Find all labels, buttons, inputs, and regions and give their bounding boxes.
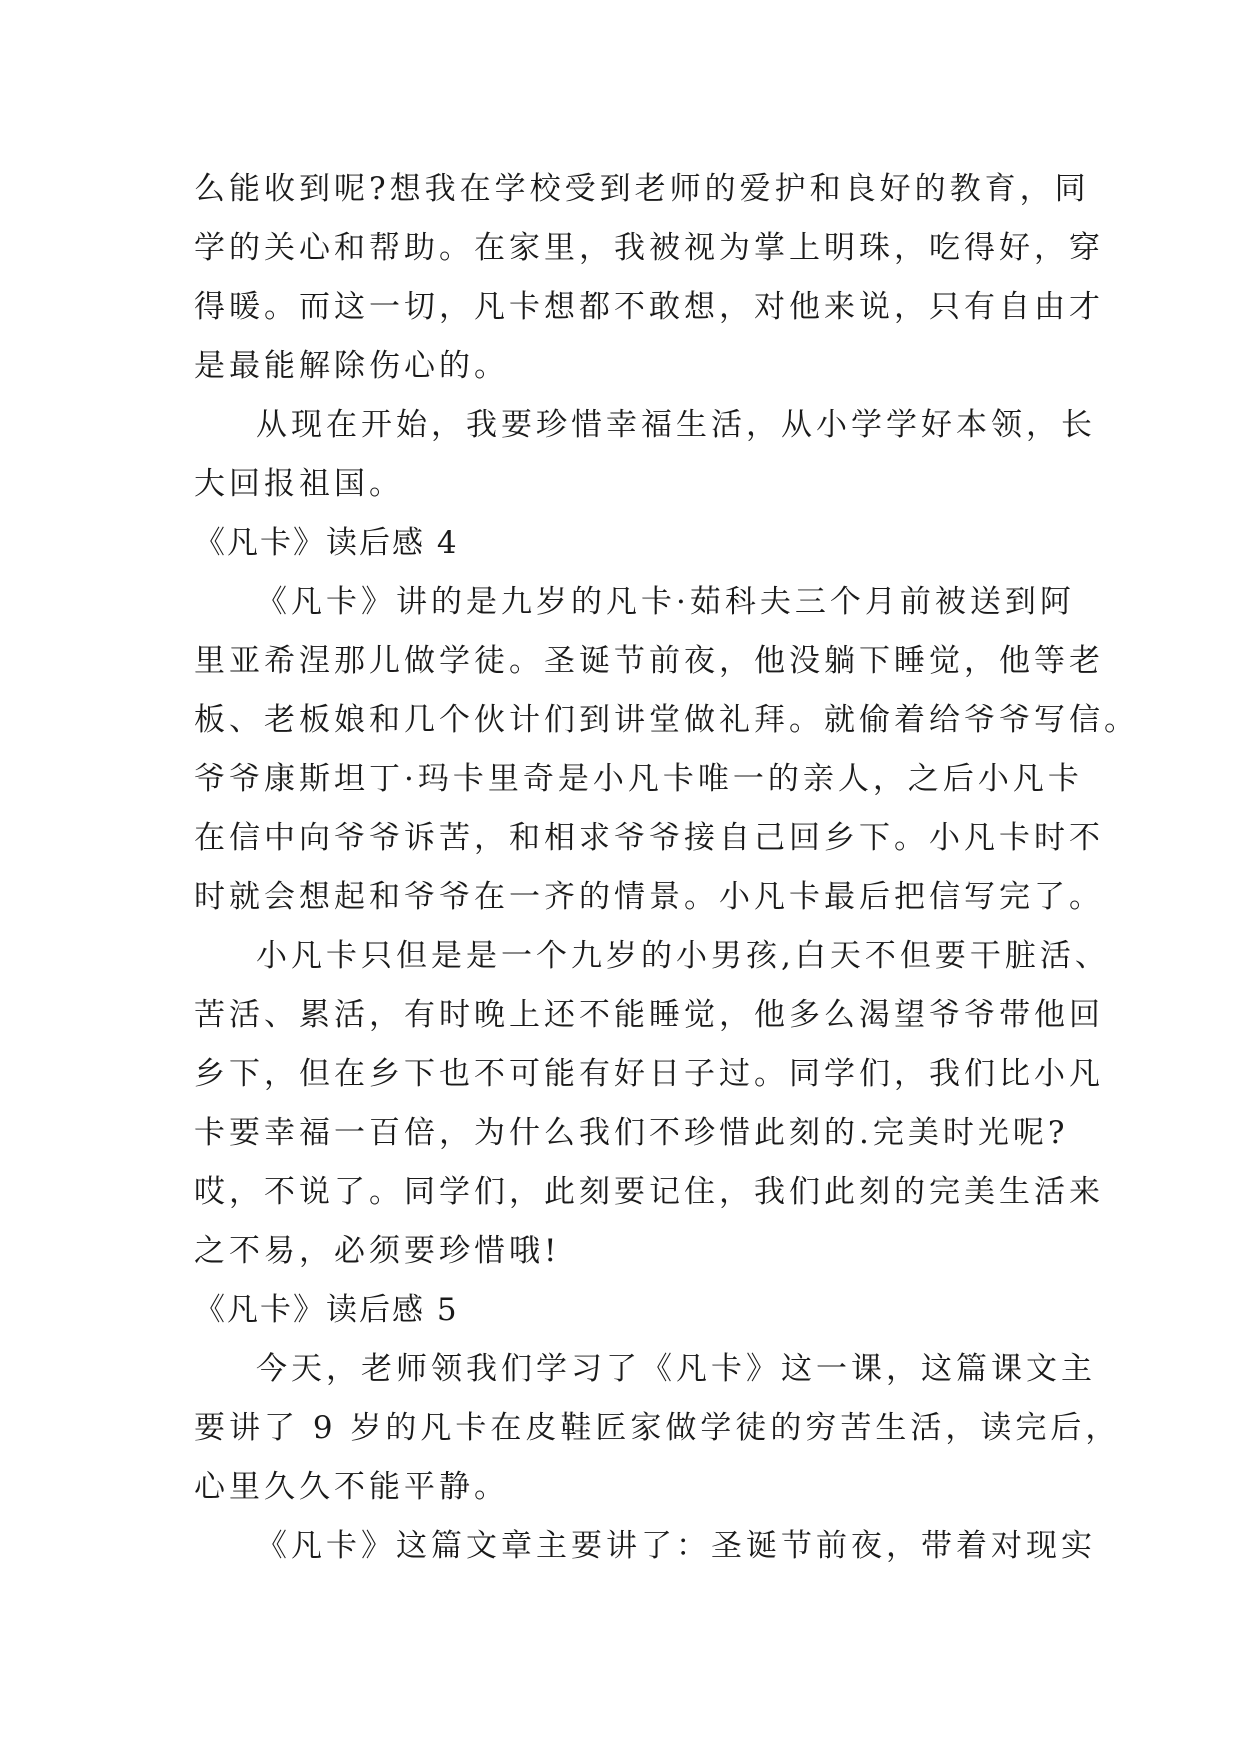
- text-line: 在信中向爷爷诉苦，和相求爷爷接自己回乡下。小凡卡时不: [194, 820, 1104, 856]
- text-line: 《凡卡》这篇文章主要讲了：圣诞节前夜，带着对现实: [256, 1528, 1096, 1564]
- text-line: 小凡卡只但是是一个九岁的小男孩,白天不但要干脏活、: [256, 938, 1110, 974]
- text-line: 要讲了 9 岁的凡卡在皮鞋匠家做学徒的穷苦生活，读完后，: [194, 1410, 1121, 1446]
- text-line: 乡下，但在乡下也不可能有好日子过。同学们，我们比小凡: [194, 1056, 1104, 1092]
- text-line: 学的关心和帮助。在家里，我被视为掌上明珠，吃得好，穿: [194, 230, 1104, 266]
- text-line: 从现在开始，我要珍惜幸福生活，从小学学好本领，长: [256, 407, 1096, 443]
- text-line: 是最能解除伤心的。: [194, 348, 509, 384]
- text-line: 卡要幸福一百倍，为什么我们不珍惜此刻的.完美时光呢?: [194, 1115, 1069, 1151]
- section-heading: 《凡卡》读后感 5: [194, 1292, 459, 1328]
- text-line: 板、老板娘和几个伙计们到讲堂做礼拜。就偷着给爷爷写信。: [194, 702, 1139, 738]
- text-line: 得暖。而这一切，凡卡想都不敢想，对他来说，只有自由才: [194, 289, 1104, 325]
- text-line: 大回报祖国。: [194, 466, 404, 502]
- text-line: 哎，不说了。同学们，此刻要记住，我们此刻的完美生活来: [194, 1174, 1104, 1210]
- text-line: 时就会想起和爷爷在一齐的情景。小凡卡最后把信写完了。: [194, 879, 1104, 915]
- text-line: 今天，老师领我们学习了《凡卡》这一课，这篇课文主: [256, 1351, 1096, 1387]
- text-line: 爷爷康斯坦丁·玛卡里奇是小凡卡唯一的亲人，之后小凡卡: [194, 761, 1083, 797]
- text-line: 《凡卡》讲的是九岁的凡卡·茹科夫三个月前被送到阿: [256, 584, 1075, 620]
- text-line: 么能收到呢?想我在学校受到老师的爱护和良好的教育，同: [194, 171, 1090, 207]
- text-line: 之不易，必须要珍惜哦!: [194, 1233, 561, 1269]
- text-line: 心里久久不能平静。: [194, 1469, 509, 1505]
- document-body: [194, 160, 1139, 1576]
- text-line: 苦活、累活，有时晚上还不能睡觉，他多么渴望爷爷带他回: [194, 997, 1104, 1033]
- text-line: 里亚希涅那儿做学徒。圣诞节前夜，他没躺下睡觉，他等老: [194, 643, 1104, 679]
- section-heading: 《凡卡》读后感 4: [194, 525, 459, 561]
